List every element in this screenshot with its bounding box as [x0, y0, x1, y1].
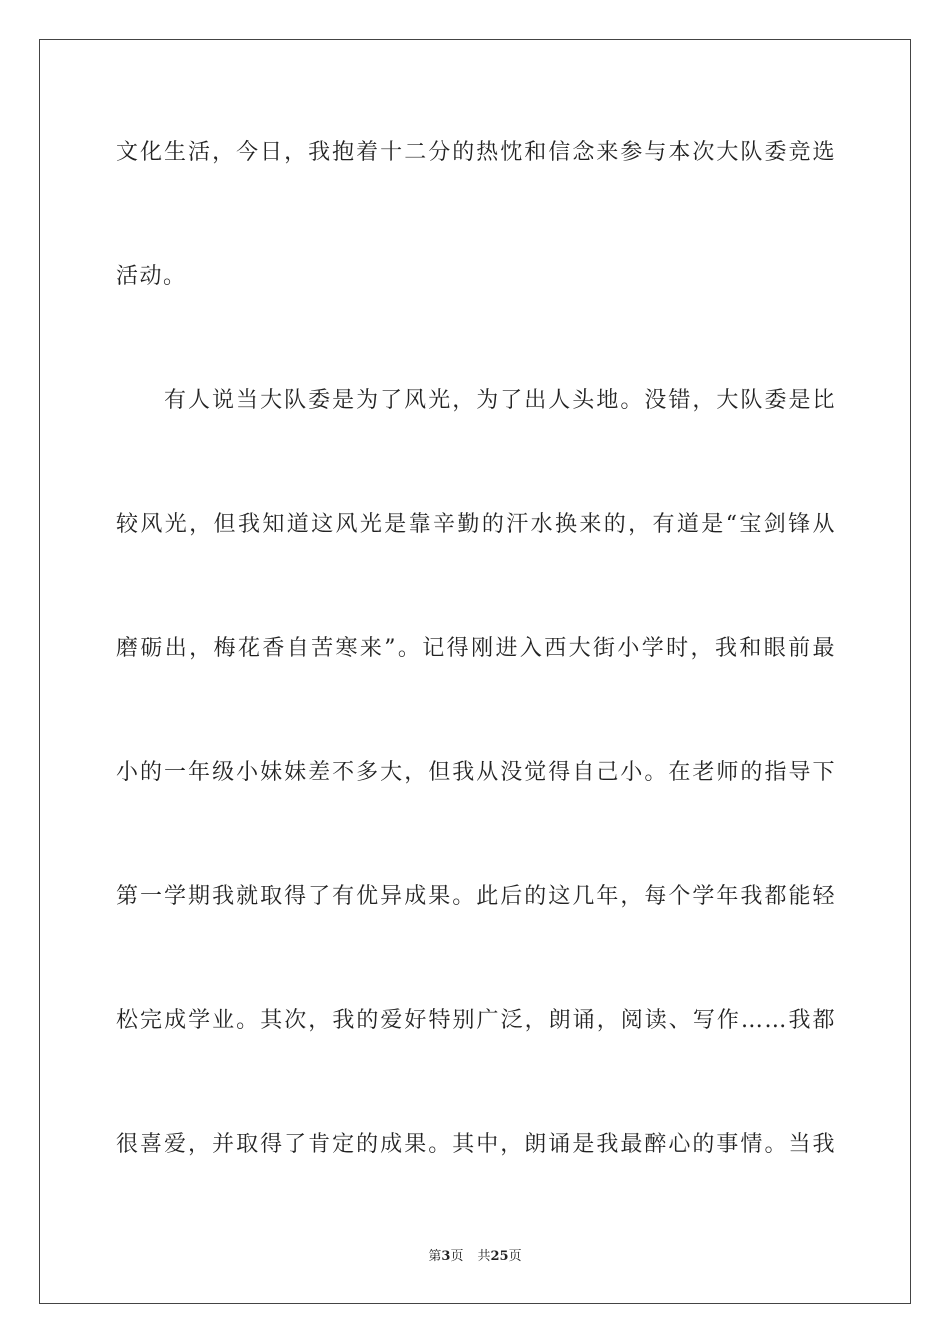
text-line-2: 活动。 — [116, 264, 187, 289]
text-line-3: 有人说当大队委是为了风光，为了出人头地。没错，大队委是比 — [164, 388, 836, 413]
page-border — [39, 39, 911, 1304]
footer-page-suffix: 页 — [450, 1249, 464, 1264]
text-line-9: 很喜爱，并取得了肯定的成果。其中，朗诵是我最醉心的事情。当我 — [116, 1132, 836, 1157]
footer-page-prefix: 第 — [428, 1249, 442, 1264]
footer-page-number: 3 — [441, 1249, 451, 1264]
text-line-7: 第一学期我就取得了有优异成果。此后的这几年，每个学年我都能轻 — [116, 884, 836, 909]
text-line-1: 文化生活，今日，我抱着十二分的热忱和信念来参与本次大队委竞选 — [116, 140, 836, 165]
footer-total-number: 25 — [490, 1249, 509, 1264]
text-line-4: 较风光，但我知道这风光是靠辛勤的汗水换来的，有道是“宝剑锋从 — [116, 512, 836, 537]
text-line-6: 小的一年级小妹妹差不多大，但我从没觉得自己小。在老师的指导下 — [116, 760, 836, 785]
page-footer — [0, 1248, 950, 1266]
footer-total-suffix: 页 — [508, 1249, 522, 1264]
text-line-5: 磨砺出，梅花香自苦寒来”。记得刚进入西大街小学时，我和眼前最 — [116, 636, 836, 661]
footer-total-prefix: 共 — [477, 1249, 491, 1264]
text-line-8: 松完成学业。其次，我的爱好特别广泛，朗诵，阅读、写作……我都 — [116, 1008, 836, 1033]
